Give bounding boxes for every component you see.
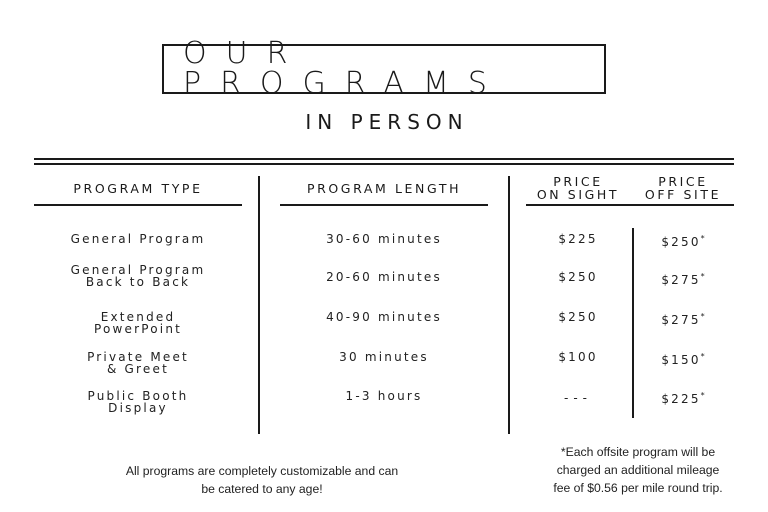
table-row-2-onsight: $250 — [558, 270, 598, 284]
header-price-on-sight-line2: ON SIGHT — [536, 187, 620, 202]
page-title: OUR PROGRAMS — [183, 36, 506, 101]
customizable-note — [100, 462, 424, 498]
header-price-on-sight-line1: PRICE — [553, 174, 603, 189]
row-2-type-line1: General Program — [70, 263, 206, 277]
customizable-note-line2: be catered to any age! — [201, 482, 323, 496]
top-rule-2 — [34, 163, 734, 165]
row-3-type-line1: Extended — [100, 310, 176, 324]
header-program-length: PROGRAM LENGTH — [306, 181, 462, 196]
header-program-type: PROGRAM TYPE — [73, 181, 203, 196]
table-row-5-type — [34, 390, 242, 414]
table-row-2-type — [34, 264, 242, 288]
table-row-3-offsite — [632, 311, 734, 326]
row-1-offsite-price: $250 — [661, 235, 701, 249]
table-row-1-length: 30-60 minutes — [326, 232, 442, 246]
row-2-offsite-price: $275 — [661, 273, 701, 287]
table-row-4-length: 30 minutes — [339, 350, 429, 364]
row-3-offsite-mark: * — [700, 312, 705, 321]
table-row-1-onsight: $225 — [558, 232, 598, 246]
row-1-type-line1: General Program — [70, 232, 206, 246]
header-price-off-site — [632, 175, 734, 201]
row-5-type-line1: Public Booth — [87, 389, 189, 403]
top-rule-1 — [34, 158, 734, 160]
row-4-offsite-mark: * — [700, 352, 705, 361]
offsite-fee-note-line2: charged an additional mileage — [556, 463, 720, 477]
header-price-off-site-line2: OFF SITE — [644, 187, 722, 202]
row-4-type-line1: Private Meet — [87, 350, 189, 364]
table-row-1-type — [34, 233, 242, 245]
table-row-4-type — [34, 351, 242, 375]
row-2-type-line2: Back to Back — [85, 275, 191, 289]
table-row-3-type — [34, 311, 242, 335]
table-row-5-onsight: --- — [564, 391, 592, 405]
row-4-type-line2: & Greet — [106, 362, 169, 376]
table-row-4-onsight: $100 — [558, 350, 598, 364]
row-5-type-line2: Display — [108, 401, 168, 415]
header-price-on-sight — [526, 175, 630, 201]
table-row-5-length: 1-3 hours — [345, 389, 423, 403]
row-3-type-line2: PowerPoint — [93, 322, 183, 336]
divider-right — [508, 176, 510, 434]
row-3-offsite-price: $275 — [661, 313, 701, 327]
row-4-offsite-price: $150 — [661, 353, 701, 367]
underline-program-length — [280, 204, 488, 206]
table-row-2-offsite — [632, 271, 734, 286]
header-price-off-site-line1: PRICE — [658, 174, 708, 189]
underline-program-type — [34, 204, 242, 206]
customizable-note-line1: All programs are completely customizable and can — [125, 464, 399, 478]
row-2-offsite-mark: * — [700, 272, 705, 281]
offsite-fee-note-line1: *Each offsite program will be — [560, 445, 716, 459]
table-row-3-onsight: $250 — [558, 310, 598, 324]
row-5-offsite-price: $225 — [661, 392, 701, 406]
title-box — [162, 36, 606, 101]
table-row-5-offsite — [632, 390, 734, 405]
divider-left — [258, 176, 260, 434]
page-subtitle: IN PERSON — [305, 110, 469, 134]
table-row-3-length: 40-90 minutes — [326, 310, 442, 324]
table-row-1-offsite — [632, 233, 734, 248]
underline-price — [526, 204, 734, 206]
offsite-fee-note-line3: fee of $0.56 per mile round trip. — [553, 481, 723, 495]
table-row-4-offsite — [632, 351, 734, 366]
table-row-2-length: 20-60 minutes — [326, 270, 442, 284]
row-1-offsite-mark: * — [700, 234, 705, 243]
offsite-fee-note — [520, 443, 756, 497]
row-5-offsite-mark: * — [700, 391, 705, 400]
